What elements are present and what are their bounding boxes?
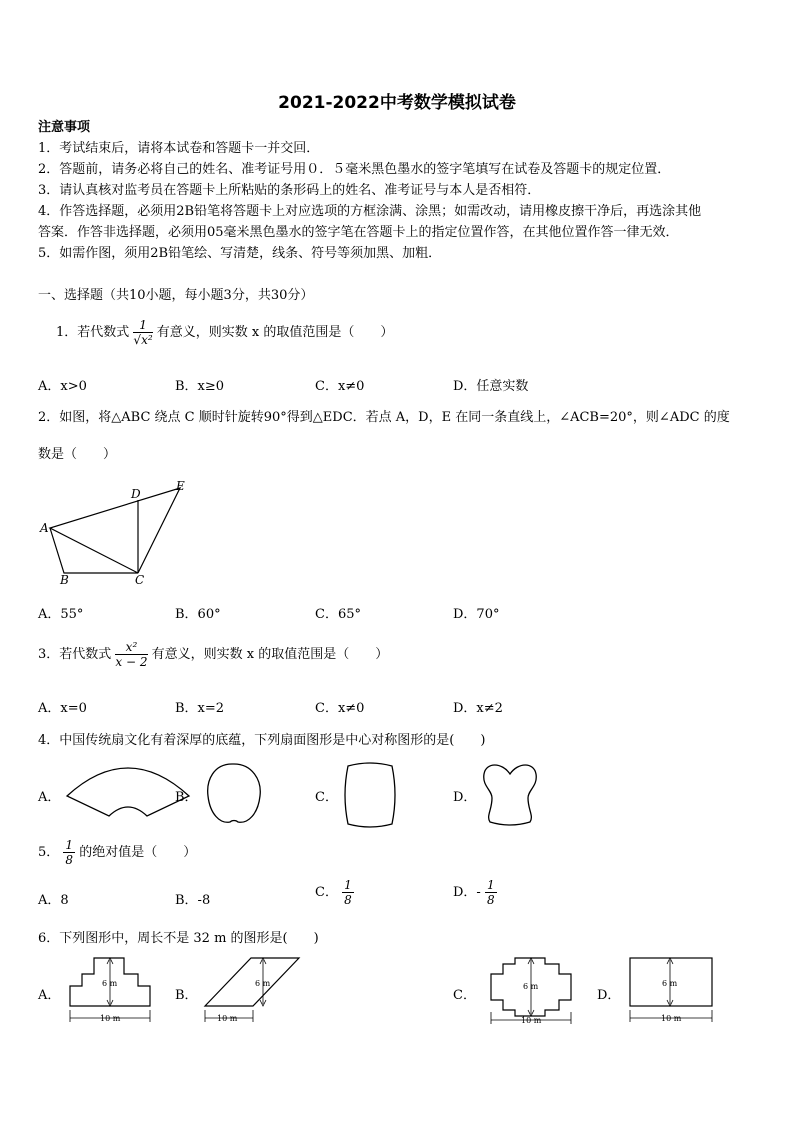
q1-suffix: 有意义，则实数 x 的取值范围是（ ） bbox=[156, 325, 394, 340]
q2-option-a[interactable]: A．55° bbox=[38, 607, 84, 622]
q1-fraction bbox=[133, 318, 152, 347]
q5-prefix: 5． bbox=[38, 845, 60, 860]
fan-shape-d-icon bbox=[480, 760, 540, 828]
q5-option-d[interactable] bbox=[453, 878, 497, 907]
stepped-shape-a-icon bbox=[66, 954, 156, 1026]
notice-item: 5．如需作图，须用2B铅笔绘、写清楚，线条、符号等须加黑、加粗． bbox=[38, 246, 442, 261]
q3-option-c[interactable]: C．x≠0 bbox=[315, 701, 365, 716]
q5-fraction bbox=[63, 838, 75, 867]
q4-option-c[interactable]: C． bbox=[315, 790, 338, 805]
page-title: 2021-2022中考数学模拟试卷 bbox=[278, 93, 516, 113]
q6-option-c[interactable]: C． bbox=[453, 988, 476, 1003]
q2-text: 2．如图，将△ABC 绕点 C 顺时针旋转90°得到△EDC．若点 A，D，E 在同一条直线上，∠ACB=20°，则∠ADC 的度 bbox=[38, 410, 730, 425]
fan-shape-c-icon bbox=[342, 762, 400, 828]
parallelogram-shape-b-icon bbox=[203, 954, 303, 1026]
label-a: A bbox=[40, 521, 49, 535]
q3-fraction bbox=[115, 640, 147, 669]
q4-option-d[interactable]: D． bbox=[453, 790, 477, 805]
notice-item: 答案．作答非选择题，必须用05毫米黑色墨水的签字笔在答题卡上的指定位置作答，在其他位置作答一律无效． bbox=[38, 225, 679, 240]
q3-frac-den: x − 2 bbox=[115, 655, 148, 669]
q3-prefix: 3．若代数式 bbox=[38, 647, 112, 662]
q4-option-b[interactable]: B． bbox=[175, 790, 198, 805]
q5-option-b[interactable]: B．-8 bbox=[175, 893, 211, 908]
width-label: 10 m bbox=[661, 1014, 682, 1023]
label-b: B bbox=[60, 573, 69, 587]
height-label: 6 m bbox=[255, 979, 271, 988]
q5-d-den: 8 bbox=[486, 893, 495, 907]
q1-option-b[interactable]: B．x≥0 bbox=[175, 379, 225, 394]
q6-option-a[interactable]: A． bbox=[38, 988, 61, 1003]
fan-shape-b-icon bbox=[204, 762, 264, 828]
section-heading: 一、选择题（共10小题，每小题3分，共30分） bbox=[38, 288, 314, 303]
label-d: D bbox=[131, 487, 141, 501]
q2-option-c[interactable]: C．65° bbox=[315, 607, 361, 622]
q1-option-a[interactable]: A．x>0 bbox=[38, 379, 87, 394]
q2-triangle-figure bbox=[36, 478, 196, 586]
q5-frac-den: 8 bbox=[65, 853, 74, 867]
q5-option-a[interactable]: A．8 bbox=[38, 893, 69, 908]
q3-option-a[interactable]: A．x=0 bbox=[38, 701, 87, 716]
width-label: 10 m bbox=[521, 1016, 542, 1025]
q1-frac-num: 1 bbox=[133, 318, 152, 333]
q5-option-d-label: D．- bbox=[453, 885, 481, 900]
q5-option-c[interactable] bbox=[315, 878, 354, 907]
notice-item: 1．考试结束后，请将本试卷和答题卡一并交回． bbox=[38, 141, 320, 156]
q2-option-d[interactable]: D．70° bbox=[453, 607, 500, 622]
rectangle-shape-d-icon bbox=[626, 954, 718, 1026]
q1-frac-den: √x² bbox=[133, 333, 153, 347]
q5-c-num: 1 bbox=[344, 878, 352, 892]
notice-item: 4．作答选择题，必须用2B铅笔将答题卡上对应选项的方框涂满、涂黑；如需改动，请用橡皮擦干净后，再选涂其他 bbox=[38, 204, 702, 219]
height-label: 6 m bbox=[662, 979, 678, 988]
notice-item: 3．请认真核对监考员在答题卡上所粘贴的条形码上的姓名、准考证号与本人是否相符． bbox=[38, 183, 541, 198]
q3-option-d[interactable]: D．x≠2 bbox=[453, 701, 503, 716]
question-1 bbox=[56, 318, 393, 347]
q6-option-b[interactable]: B． bbox=[175, 988, 198, 1003]
height-label: 6 m bbox=[102, 979, 118, 988]
width-label: 10 m bbox=[217, 1014, 238, 1023]
q5-option-d-fraction bbox=[485, 878, 497, 907]
q2-option-b[interactable]: B．60° bbox=[175, 607, 221, 622]
q6-option-d[interactable]: D． bbox=[597, 988, 621, 1003]
q5-suffix: 的绝对值是（ ） bbox=[79, 845, 197, 860]
q5-option-c-label: C． bbox=[315, 885, 338, 900]
q1-option-c[interactable]: C．x≠0 bbox=[315, 379, 365, 394]
q3-frac-num: x² bbox=[115, 640, 147, 655]
q1-option-d[interactable]: D．任意实数 bbox=[453, 379, 529, 394]
q3-option-b[interactable]: B．x=2 bbox=[175, 701, 225, 716]
q4-text: 4．中国传统扇文化有着深厚的底蕴，下列扇面图形是中心对称图形的是( ) bbox=[38, 733, 486, 748]
question-5 bbox=[38, 838, 196, 867]
q5-d-num: 1 bbox=[486, 878, 495, 892]
question-3 bbox=[38, 640, 388, 669]
q1-radicand: x² bbox=[141, 333, 153, 347]
label-e: E bbox=[176, 479, 185, 493]
cross-shape-c-icon bbox=[487, 954, 577, 1026]
q5-frac-num: 1 bbox=[65, 838, 74, 852]
notice-heading: 注意事项 bbox=[38, 120, 91, 135]
width-label: 10 m bbox=[100, 1014, 121, 1023]
q5-option-c-fraction bbox=[342, 878, 354, 907]
q5-c-den: 8 bbox=[344, 893, 352, 907]
q1-prefix: 1．若代数式 bbox=[56, 325, 130, 340]
label-c: C bbox=[135, 573, 145, 587]
q2-text-cont: 数是（ ） bbox=[38, 447, 117, 462]
q6-text: 6．下列图形中，周长不是 32 m 的图形是( ) bbox=[38, 931, 319, 946]
q3-suffix: 有意义，则实数 x 的取值范围是（ ） bbox=[151, 647, 389, 662]
height-label: 6 m bbox=[523, 982, 539, 991]
q4-option-a[interactable]: A． bbox=[38, 790, 61, 805]
notice-item: 2．答题前，请务必将自己的姓名、准考证号用０．５毫米黑色墨水的签字笔填写在试卷及答题卡的规定位置． bbox=[38, 162, 671, 177]
